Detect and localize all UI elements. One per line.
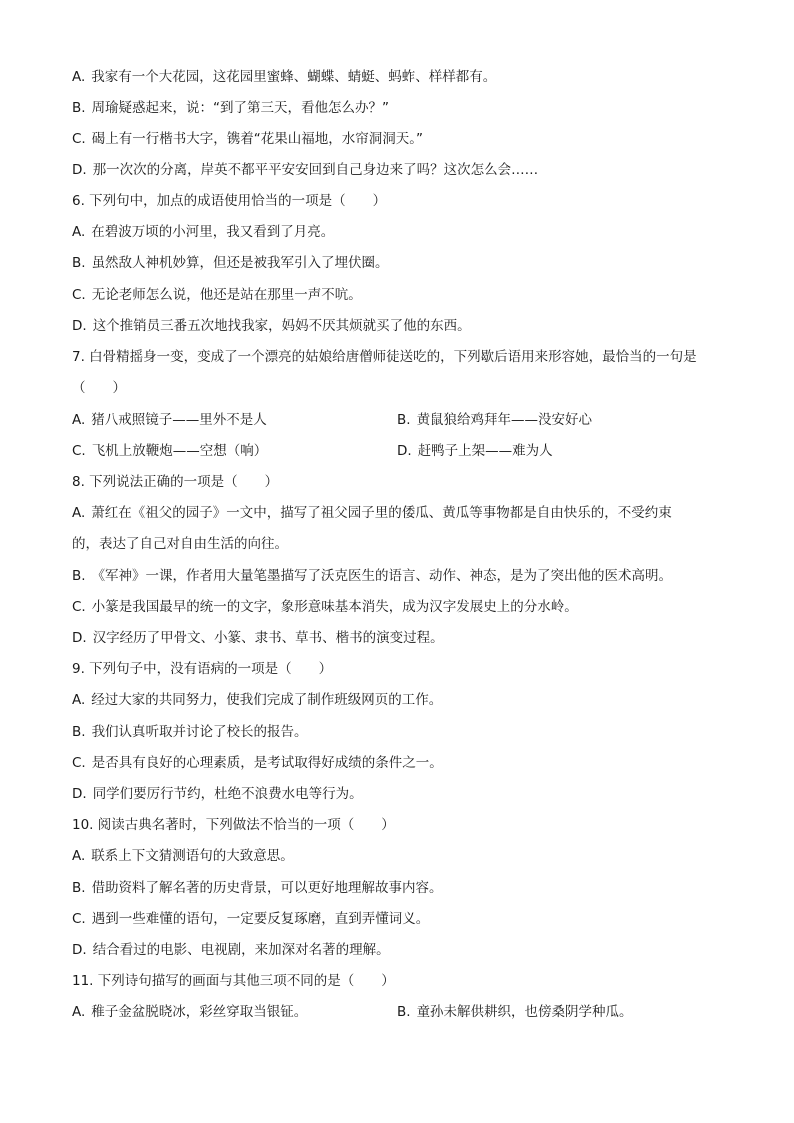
option-label: D. xyxy=(72,162,87,178)
q7-stem-line2: （ ） xyxy=(72,380,126,396)
q5-option-b xyxy=(72,99,389,117)
option-text: 周瑜疑惑起来，说：“到了第三天，看他怎么办？” xyxy=(91,100,390,116)
option-text: 在碧波万顷的小河里，我又看到了月亮。 xyxy=(91,224,335,240)
option-text: 借助资料了解名著的历史背景，可以更好地理解故事内容。 xyxy=(91,880,443,896)
q8-option-c xyxy=(72,598,578,616)
option-label: C. xyxy=(72,599,86,615)
option-text: 是否具有良好的心理素质，是考试取得好成绩的条件之一。 xyxy=(91,755,443,771)
q10-option-a xyxy=(72,847,294,865)
option-text: 无论老师怎么说，他还是站在那里一声不吭。 xyxy=(91,287,362,303)
q7-option-b xyxy=(397,411,592,429)
option-label: C. xyxy=(72,131,86,147)
option-text: 萧红在《祖父的园子》一文中，描写了祖父园子里的倭瓜、黄瓜等事物都是自由快乐的，不受约束 xyxy=(91,505,672,521)
option-text: 黄鼠狼给鸡拜年——没安好心 xyxy=(416,412,593,428)
q6-stem: 6. 下列句中，加点的成语使用恰当的一项是（ ） xyxy=(72,193,387,209)
q11-stem: 11. 下列诗句描写的画面与其他三项不同的是（ ） xyxy=(72,973,395,989)
q11-options-row-1 xyxy=(72,1003,724,1021)
option-text: 碣上有一行楷书大字，镌着“花果山福地，水帘洞洞天。” xyxy=(91,131,423,147)
option-label: B. xyxy=(72,255,86,271)
option-text: 童孙未解供耕织，也傍桑阴学种瓜。 xyxy=(416,1004,633,1020)
option-label: A. xyxy=(72,224,86,240)
option-label: A. xyxy=(72,692,86,708)
option-label: C. xyxy=(72,443,86,459)
q6-option-a xyxy=(72,223,334,241)
option-text: 那一次次的分离，岸英不都平平安安回到自己身边来了吗？这次怎么会…… xyxy=(92,162,539,178)
q9-option-a xyxy=(72,691,442,709)
option-text: 结合看过的电影、电视剧，来加深对名著的理解。 xyxy=(92,942,390,958)
q10-option-c xyxy=(72,910,429,928)
option-label: C. xyxy=(72,287,86,303)
option-label: D. xyxy=(72,630,87,646)
option-label: A. xyxy=(72,505,86,521)
option-label: B. xyxy=(72,880,86,896)
option-label: B. xyxy=(72,568,86,584)
option-text: 同学们要厉行节约，杜绝不浪费水电等行为。 xyxy=(92,786,363,802)
option-label: B. xyxy=(72,724,86,740)
option-text: 猪八戒照镜子——里外不是人 xyxy=(91,412,267,428)
q10-option-b xyxy=(72,879,443,897)
q9-option-d xyxy=(72,785,363,803)
q6-option-d xyxy=(72,317,471,335)
q8-option-a-line2: 的，表达了自己对自由生活的向往。 xyxy=(72,536,288,552)
q8-option-b xyxy=(72,567,672,585)
option-text: 联系上下文猜测语句的大致意思。 xyxy=(91,848,294,864)
option-label: B. xyxy=(72,100,86,116)
option-label: A. xyxy=(72,848,86,864)
option-text: 我们认真听取并讨论了校长的报告。 xyxy=(91,724,308,740)
option-label: D. xyxy=(72,942,87,958)
option-text: 遇到一些难懂的语句，一定要反复琢磨，直到弄懂词义。 xyxy=(91,911,430,927)
q7-stem-line1: 7. 白骨精摇身一变，变成了一个漂亮的姑娘给唐僧师徒送吃的，下列歇后语用来形容她，最恰当的一句是 xyxy=(72,349,697,365)
option-label: D. xyxy=(397,443,412,459)
option-text: 《军神》一课，作者用大量笔墨描写了沃克医生的语言、动作、神态，是为了突出他的医术高明。 xyxy=(91,568,673,584)
option-text: 经过大家的共同努力，使我们完成了制作班级网页的工作。 xyxy=(91,692,443,708)
q6-option-b xyxy=(72,254,389,272)
option-text: 赶鸭子上架——难为人 xyxy=(417,443,553,459)
q10-option-d xyxy=(72,941,390,959)
option-label: D. xyxy=(72,318,87,334)
option-label: D. xyxy=(72,786,87,802)
q10-stem: 10. 阅读古典名著时，下列做法不恰当的一项（ ） xyxy=(72,817,395,833)
q9-option-b xyxy=(72,723,308,741)
q7-option-d xyxy=(397,442,553,460)
q7-options-row-2 xyxy=(72,442,724,460)
option-label: A. xyxy=(72,1004,86,1020)
q11-option-a xyxy=(72,1004,307,1020)
option-text: 汉字经历了甲骨文、小篆、隶书、草书、楷书的演变过程。 xyxy=(92,630,444,646)
option-text: 这个推销员三番五次地找我家，妈妈不厌其烦就买了他的东西。 xyxy=(92,318,471,334)
q9-option-c xyxy=(72,754,443,772)
q8-stem: 8. 下列说法正确的一项是（ ） xyxy=(72,474,279,490)
q8-option-a-line1 xyxy=(72,504,672,522)
q5-option-c xyxy=(72,130,423,148)
option-label: C. xyxy=(72,755,86,771)
q5-option-d xyxy=(72,161,538,179)
option-text: 小篆是我国最早的统一的文字，象形意味基本消失，成为汉字发展史上的分水岭。 xyxy=(91,599,578,615)
q7-options-row-1 xyxy=(72,411,724,429)
q11-option-b xyxy=(397,1003,633,1021)
option-text: 稚子金盆脱晓冰，彩丝穿取当银钲。 xyxy=(91,1004,308,1020)
q9-stem: 9. 下列句子中，没有语病的一项是（ ） xyxy=(72,661,333,677)
option-text: 虽然敌人神机妙算，但还是被我军引入了埋伏圈。 xyxy=(91,255,389,271)
q6-option-c xyxy=(72,286,362,304)
option-label: C. xyxy=(72,911,86,927)
option-label: A. xyxy=(72,412,86,428)
option-text: 飞机上放鞭炮——空想（响） xyxy=(91,443,268,459)
option-label: B. xyxy=(397,1004,411,1020)
q7-option-a xyxy=(72,412,267,428)
option-label: A. xyxy=(72,69,86,85)
q5-option-a xyxy=(72,68,496,86)
q8-option-d xyxy=(72,629,444,647)
option-text: 我家有一个大花园，这花园里蜜蜂、蝴蝶、蜻蜓、蚂蚱、样样都有。 xyxy=(91,69,497,85)
option-label: B. xyxy=(397,412,411,428)
q7-option-c xyxy=(72,443,267,459)
